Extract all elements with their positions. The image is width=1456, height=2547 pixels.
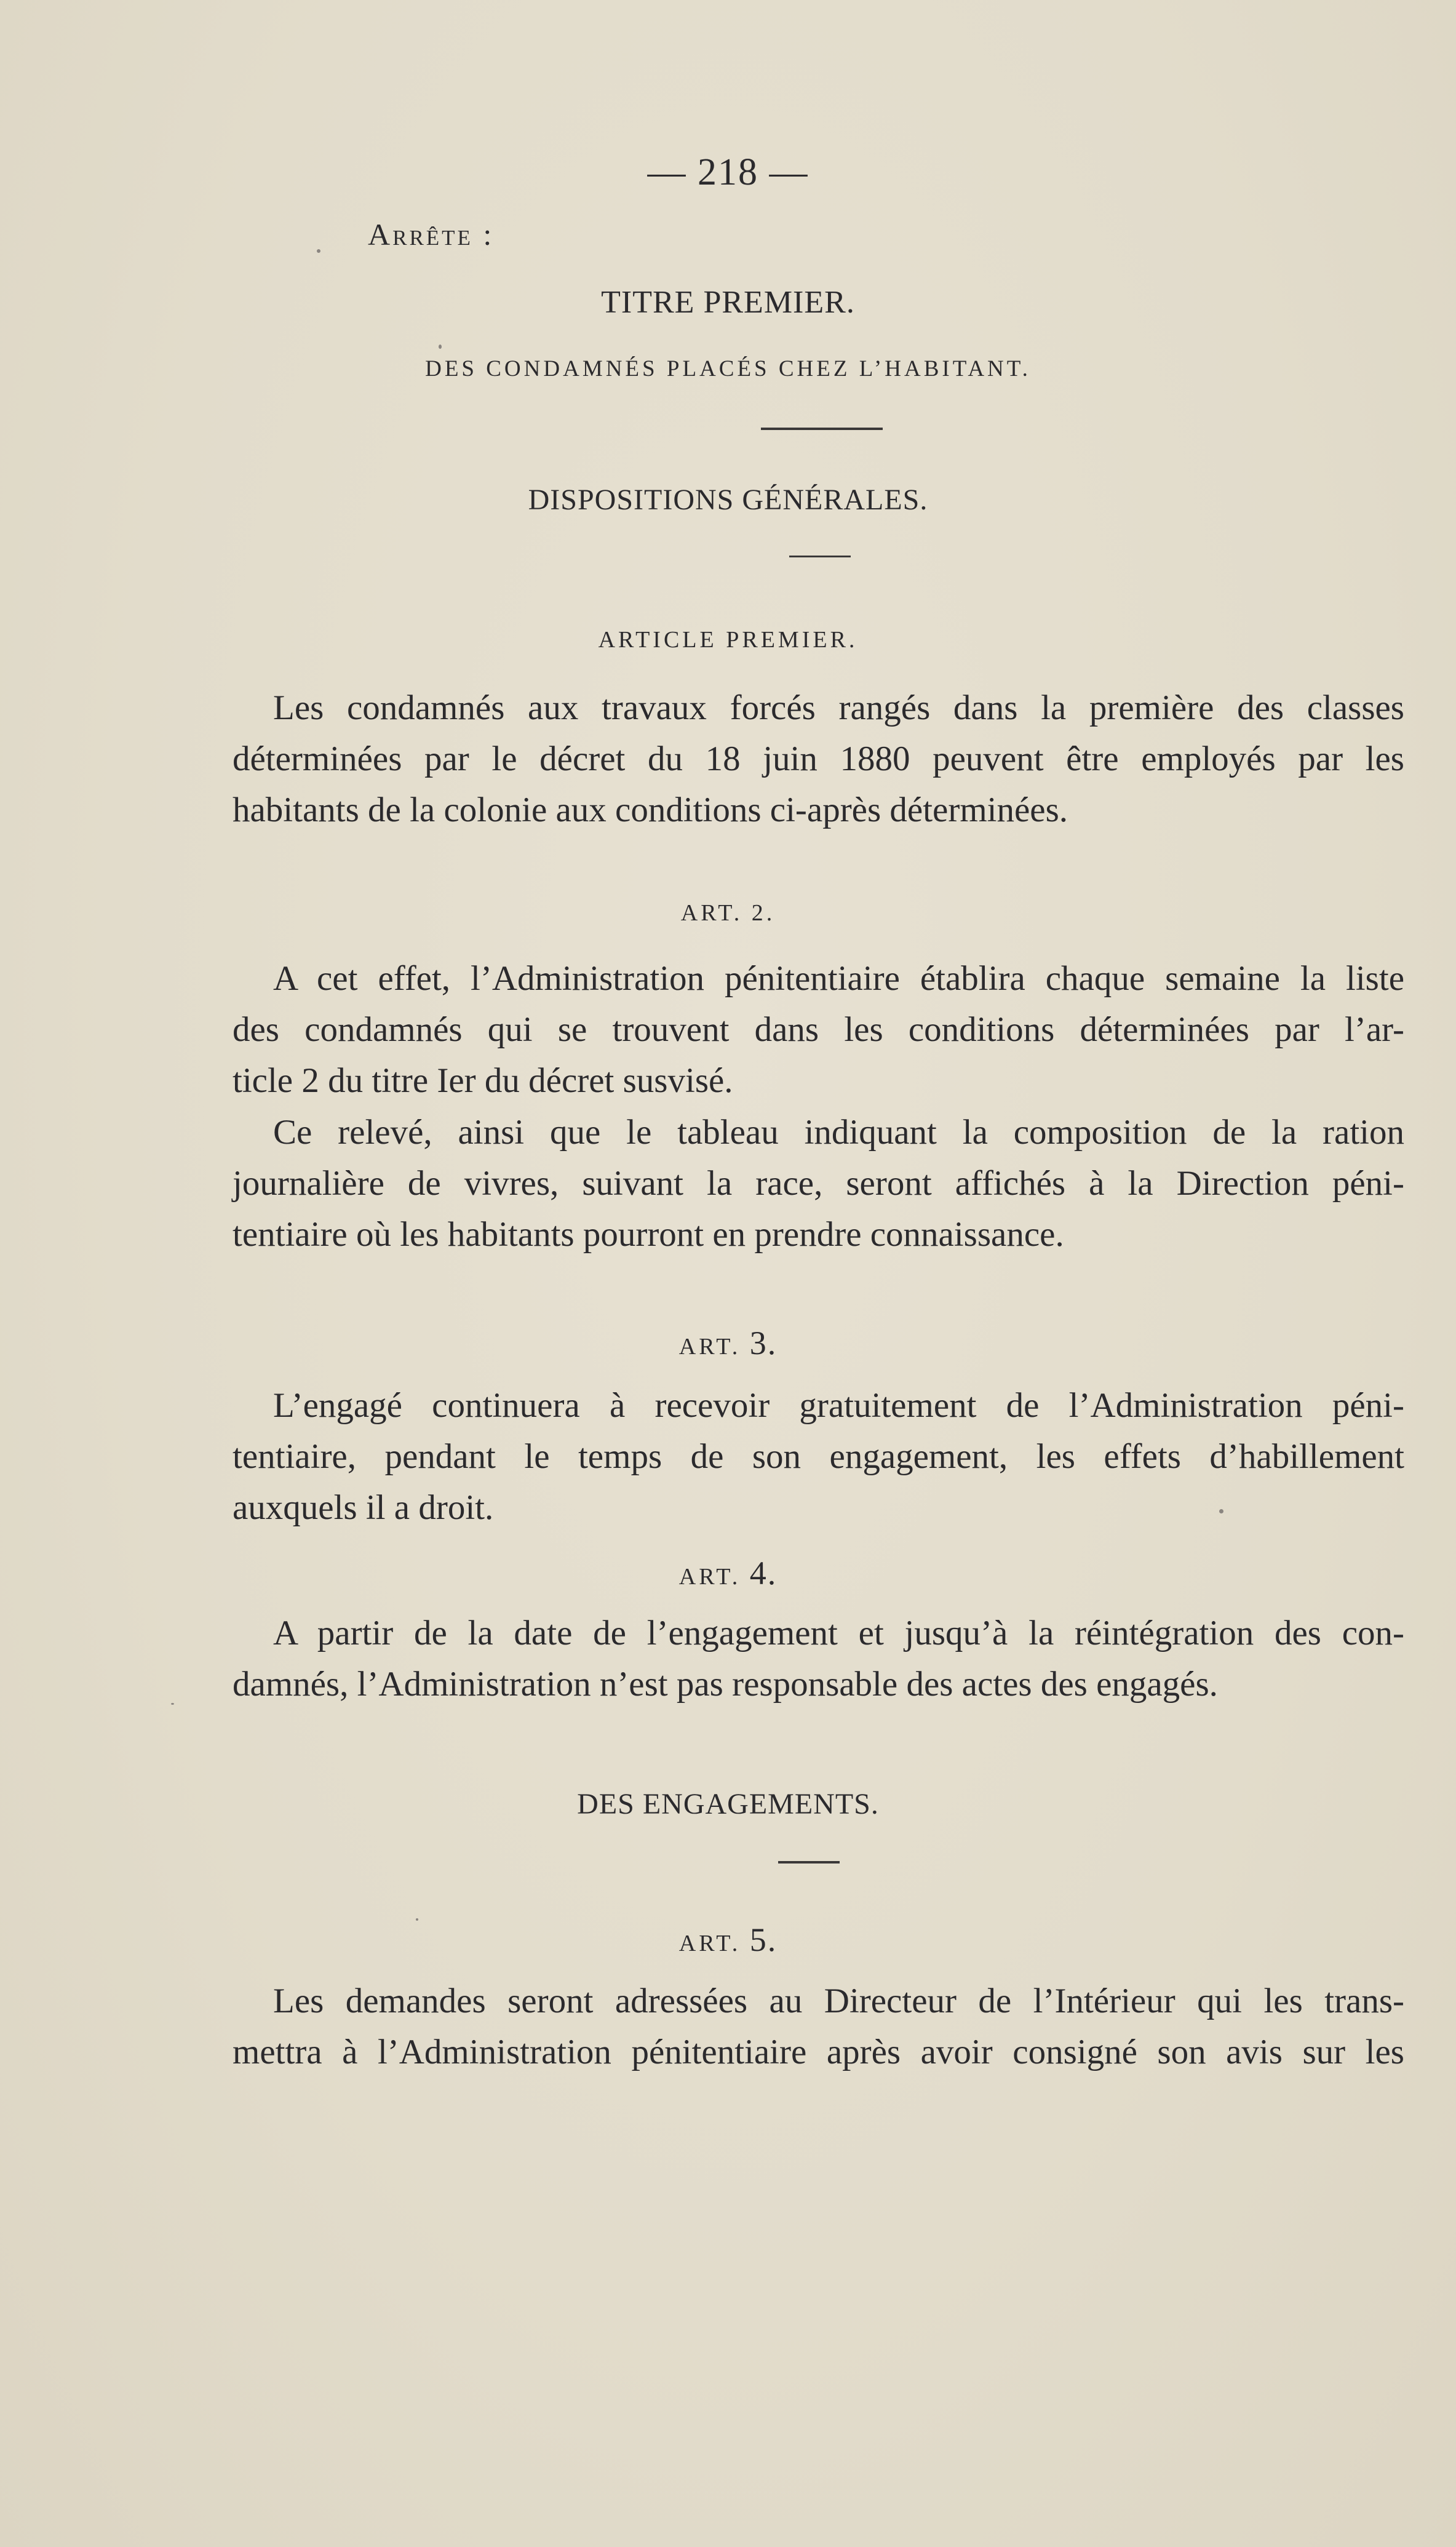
- paper-speck: [317, 249, 320, 253]
- article-number: 3.: [749, 1325, 778, 1361]
- text-line: [233, 739, 1404, 779]
- article-number: 4.: [749, 1555, 778, 1592]
- text-line: [233, 2032, 1404, 2072]
- line-text: mettra à l’Administration pénitentiaire après avoir consigné son avis sur les: [233, 2033, 1404, 2071]
- section-heading-engagements: DES ENGAGEMENTS.: [577, 1788, 879, 1820]
- text-line: [233, 1112, 1404, 1152]
- line-text: habitants de la colonie aux conditions ci-après déterminées.: [233, 791, 1068, 829]
- line-text: tentiaire, pendant le temps de son engagement, les effets d’habillement: [233, 1437, 1404, 1476]
- text-line: [233, 1488, 1404, 1528]
- text-line: [233, 1163, 1404, 1203]
- line-text: tentiaire où les habitants pourront en prendre connaissance.: [233, 1215, 1064, 1254]
- line-text: A partir de la date de l’engagement et jusqu’à la réintégration des con-: [273, 1614, 1404, 1652]
- text-line: [233, 1010, 1404, 1050]
- text-line: [233, 1214, 1404, 1254]
- article-prefix: ART.: [678, 1564, 741, 1590]
- text-line: [233, 1385, 1404, 1425]
- article-heading: ARTICLE PREMIER.: [598, 627, 858, 653]
- title-heading: TITRE PREMIER.: [601, 285, 855, 320]
- line-text: déterminées par le décret du 18 juin 1880 peuvent être employés par les: [233, 739, 1404, 778]
- text-line: [233, 959, 1404, 998]
- article-number: 2.: [751, 900, 776, 926]
- text-line: [233, 688, 1404, 728]
- paper-speck: [1219, 1509, 1223, 1513]
- article-heading: [0, 1921, 1456, 1959]
- article-prefix: ART.: [678, 1931, 741, 1956]
- line-text: damnés, l’Administration n’est pas responsable des actes des engagés.: [233, 1665, 1218, 1704]
- arrete-heading: Arrête :: [368, 217, 495, 252]
- divider-rule: [761, 428, 883, 430]
- line-text: L’engagé continuera à recevoir gratuitement de l’Administration péni-: [273, 1386, 1404, 1425]
- text-line: [233, 1613, 1404, 1653]
- page-number: — 218 —: [647, 151, 809, 193]
- text-line: [233, 790, 1404, 830]
- section-heading-dispositions: DISPOSITIONS GÉNÉRALES.: [528, 484, 928, 516]
- paper-speck: [439, 345, 442, 349]
- text-line: [233, 1061, 1404, 1101]
- article-heading: [0, 899, 1456, 927]
- line-text: A cet effet, l’Administration pénitentiaire établira chaque semaine la liste: [273, 959, 1404, 998]
- line-text: des condamnés qui se trouvent dans les conditions déterminées par l’ar-: [233, 1010, 1404, 1049]
- line-text: Les demandes seront adressées au Directeur de l’Intérieur qui les trans-: [273, 1982, 1404, 2020]
- line-text: auxquels il a droit.: [233, 1488, 494, 1527]
- subtitle-heading: DES CONDAMNÉS PLACÉS CHEZ L’HABITANT.: [425, 356, 1031, 381]
- paper-speck: [171, 1703, 174, 1705]
- text-line: [233, 1981, 1404, 2021]
- article-heading: [0, 1554, 1456, 1592]
- line-text: ticle 2 du titre Ier du décret susvisé.: [233, 1061, 733, 1100]
- article-number: 5.: [749, 1921, 778, 1958]
- line-text: Les condamnés aux travaux forcés rangés dans la première des classes: [273, 688, 1404, 727]
- text-line: [233, 1437, 1404, 1477]
- line-text: journalière de vivres, suivant la race, seront affichés à la Direction péni-: [233, 1164, 1404, 1203]
- text-line: [233, 1664, 1404, 1704]
- article-prefix: ART.: [680, 900, 743, 926]
- article-heading: [0, 1324, 1456, 1362]
- divider-rule: [778, 1861, 840, 1863]
- divider-rule: [789, 556, 851, 557]
- paper-speck: [416, 1918, 418, 1921]
- line-text: Ce relevé, ainsi que le tableau indiquant la composition de la ration: [273, 1113, 1404, 1152]
- article-prefix: ART.: [678, 1334, 741, 1360]
